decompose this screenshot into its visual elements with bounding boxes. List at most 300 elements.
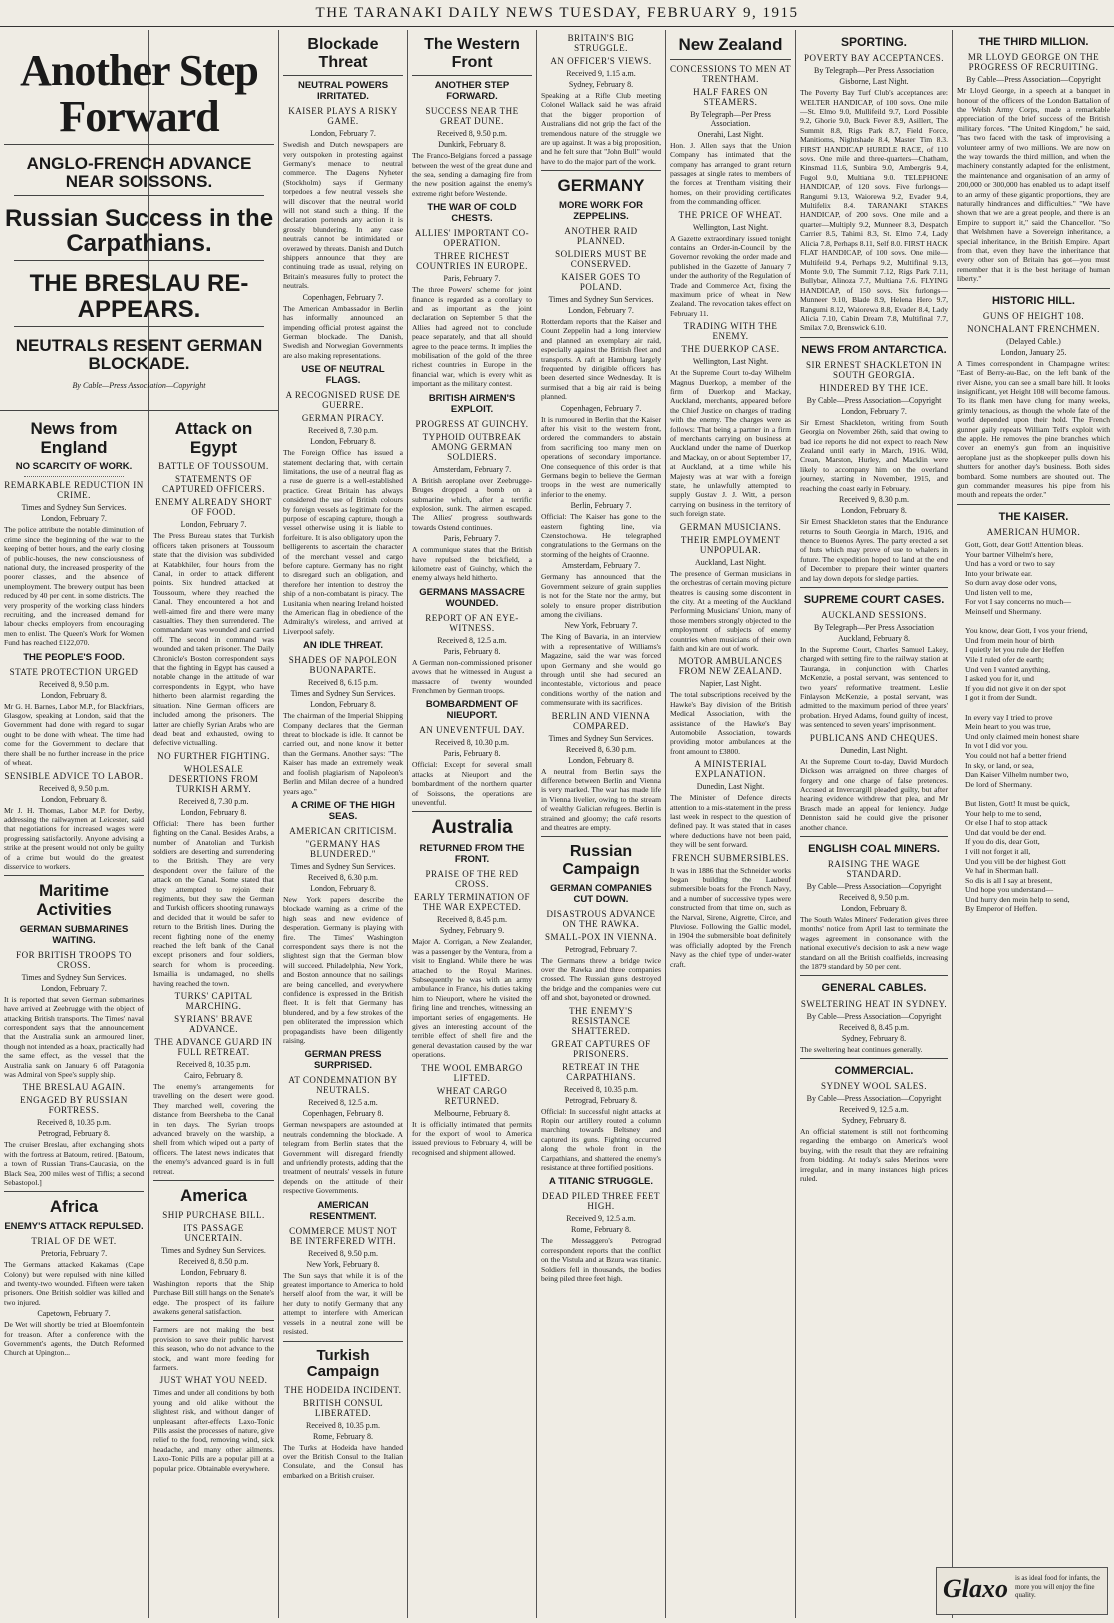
subhead: SIR ERNEST SHACKLETON IN SOUTH GEORGIA.	[806, 359, 942, 380]
poem-line: Und hurry den mein help to send,	[965, 894, 1070, 904]
article-text: A British aeroplane over Zeebrugge-Bruges dropped a bomb on a submarine which, after a terrific explosion, sunk. The airmen escaped. The Allies' progress southwards towards Ostend continues.	[412, 475, 532, 532]
dateline: Paris, February 7.	[443, 274, 501, 284]
section-title: Australia	[431, 817, 513, 839]
dateline: Received 8, 8.45 p.m.	[437, 915, 507, 925]
divider	[800, 836, 948, 837]
dateline: Received 8, 9.50 p.m.	[437, 129, 507, 139]
subhead: ANOTHER RAID PLANNED.	[564, 225, 638, 246]
dateline: Dunedin, Last Night.	[696, 782, 765, 792]
subhead: STATEMENTS OF CAPTURED OFFICERS.	[161, 474, 266, 495]
article-text: Official: The Kaiser has gone to the eastern fighting line, via Czenstochowa. He telegraphed congratulations to the Germans on the storming of the heights of Craonne.	[541, 512, 661, 559]
subhead: THE ADVANCE GUARD IN FULL RETREAT.	[154, 1037, 273, 1058]
dateline: Copenhagen, February 8.	[302, 1109, 384, 1119]
dateline: Received 8, 7.30 p.m.	[178, 796, 249, 806]
divider	[283, 1341, 403, 1342]
subhead: ENEMY ALREADY SHORT OF FOOD.	[155, 497, 272, 518]
article-text: It is rumoured in Berlin that the Kaiser after his visit to the western front, ordered the commanders to abstain from sacrificing too many men on operations of secondary importance. One consequence of this order is that Germans begin to believe the German troops in the west are numerically inferior to the enemy.	[541, 414, 661, 499]
dateline: Received 8, 10.35 p.m.	[306, 1420, 380, 1430]
dateline: Wellington, Last Night.	[692, 222, 769, 232]
article-text: The South Wales Miners' Federation gives three months' notice from April last to terminate the wages agreement in consonance with the national executive's decision to ask a new wage standard on all the British coalfields, increasing the 1879 standard by 50 per cent.	[800, 915, 948, 972]
poem-line: Und hope you understand—	[965, 885, 1054, 895]
subhead: "GERMANY HAS BLUNDERED."	[305, 838, 381, 859]
article-text: An official statement is still not forthcoming regarding the embargo on America's wool buying, with the result that they are refraining from bidding. At today's sales Merinos were irregular, and in many instances high prices ruled.	[800, 1127, 948, 1184]
dateline: Received 8, 9.50 p.m.	[39, 783, 109, 793]
article-text: The sweltering heat continues generally.	[800, 1044, 923, 1054]
dateline: Petrograd, February 8.	[565, 1095, 637, 1105]
dateline: Copenhagen, February 7.	[302, 292, 384, 302]
subhead: AMERICAN RESENTMENT.	[309, 1199, 377, 1222]
dateline: Times and Sydney Sun Services.	[290, 689, 396, 699]
dateline: Times and Sydney Sun Services.	[548, 733, 654, 743]
subhead: NONCHALANT FRENCHMEN.	[967, 323, 1100, 334]
dateline: Received 8, 6.30 p.m.	[566, 744, 636, 754]
article-text: The King of Bavaria, in an interview with a representative of Williams's Magazine, said the war was forced upon Germany and she would go through until she had secured an incontestable, victorious and peace conditions worthy of the nation and commensurate with its sacrifices.	[541, 632, 661, 708]
poem-line: Ve haf in Sherman hall.	[965, 866, 1039, 876]
subhead: USE OF NEUTRAL FLAGS.	[301, 364, 385, 387]
subhead: SUCCESS NEAR THE GREAT DUNE.	[425, 106, 519, 127]
poem-line: So dis is all I say at bresent,	[965, 875, 1053, 885]
lead-subhead: THE BRESLAU RE-APPEARS.	[29, 270, 249, 323]
subhead: A TITANIC STRUGGLE.	[549, 1176, 653, 1188]
article-text: The total subscriptions received by the Hawke's Bay division of the British Medical Association, with the assistance of the Hawke's Bay Automobile Association, towards providing motor ambulances at the front amount to £3800.	[670, 690, 791, 756]
dateline: Berlin, February 7.	[570, 501, 632, 511]
article-text: A German non-commissioned prisoner avows that he witnessed in August a massacre of twenty wounded Frenchmen by German troops.	[412, 657, 532, 695]
subhead: GERMAN MUSICIANS.	[679, 521, 782, 532]
poem-line: Gott, Gott, dear Gott! Attention bleas.	[965, 539, 1084, 549]
subhead: AT CONDEMNATION BY NEUTRALS.	[288, 1075, 398, 1096]
subhead: ANOTHER STEP FORWARD.	[434, 80, 510, 103]
dateline: London, February 8.	[41, 794, 107, 804]
article-text: A Times correspondent in Champagne writes: "East of Berry-au-Bac, on the left bank of the river Aisne, you can see a small bare hill. It looks insignificant, yet Height 108 will become famous. To its flank men have clung for many weeks, grimly tenacious, as though the whole fate of the world depended upon their hold. The French gunner gaily repeats William Tell's exploit with the apple. He removes the pine branches which cover an enemy's gun from an inquisitive aeroplane just as the shopkeeper pulls down his shutters for another day's business. Both sides bombard. Some numbers are shouted out. The gun commander measures his pipe from his mouth and repeats the order."	[957, 358, 1110, 500]
section-title: Africa	[49, 1197, 99, 1217]
article-text: Rotterdam reports that the Kaiser and Count Zeppelin had a long interview and planned an exemplary air raid, especially against the British fleet and transports. A raft at Hamburg largely frequented by dirigible officers has been deserted since Wednesday. It is surmised that a big air raid is being planned.	[541, 316, 661, 402]
article-text: The Germans threw a bridge twice over the Rawka and three companies crossed. The Russian guns destroyed the bridge and the companies were cut off and shot, bayoneted or drowned.	[541, 955, 661, 1003]
dateline: By Telegraph—Per Press Association	[814, 623, 934, 633]
subhead: THE HODEIDA INCIDENT.	[284, 1384, 402, 1395]
dateline: Rome, February 8.	[571, 1225, 631, 1235]
subhead: GERMAN PIRACY.	[301, 413, 385, 424]
article-text: The Franco-Belgians forced a passage between the west of the great dune and the sea, sending a damaging fire from the new position against the enemy's extreme right before Westende.	[412, 151, 532, 198]
poem-line: In vot I did vor you.	[965, 741, 1028, 751]
poem-line: Dan Kaiser Vilhelm number two,	[965, 770, 1069, 780]
poem-line: I asked you for it, und	[965, 674, 1034, 684]
divider	[283, 75, 403, 76]
subhead: NO FURTHER FIGHTING.	[157, 750, 270, 761]
subhead: AN UNEVENTFUL DAY.	[419, 725, 525, 736]
subhead: SOLDIERS MUST BE CONSERVED.	[555, 248, 647, 269]
dateline: Paris, February 8.	[443, 646, 501, 656]
subhead: ALLIES' IMPORTANT CO-OPERATION.	[414, 228, 530, 249]
dateline: Received 8, 8.50 p.m.	[178, 1256, 249, 1266]
dateline: Received 9, 12.5 a.m.	[839, 1105, 909, 1115]
subhead: FRENCH SUBMERSIBLES.	[671, 852, 790, 863]
subhead: TRADING WITH THE ENEMY.	[683, 321, 778, 342]
lead-subhead: Russian Success in the Carpathians.	[4, 205, 274, 258]
article-text: Mr Lloyd George, in a speech at a banquet in honour of the officers of the London Battalion of the Welsh Army Corps, made a remarkable appreciation of the brief success of the British military forces. "The United Kingdom," he said, "has two faced with the task of improvising a volunteer army of two millions. We are now on the way towards the third million, and when the machinery constantly adapted for the enlistment, the maintenance and organisation of an army of 200,000 or 300,000 has enabled us to adapt itself to an army of these gigantic proportions, they are naturally hindrances and difficulties." "We have shown that we are a great people, and there is an Empire to support it," said the Chancellor. "So that Welshmen have a Sovereign inheritance, a special inheritance, in the British Empire. Apart from that, even they have the inheritance that every other son of Britain has got—you must remember that it is the best heritage of human liberty."	[957, 86, 1110, 284]
subhead: SENSIBLE ADVICE TO LABOR.	[4, 770, 144, 781]
article-text: Times and under all conditions by both young and old alike without the slightest risk, and without danger of unpleasant after-effects Laxo-Tonic Pills assist the processes of nature, give relief to the food, removing wind, sick headache, and many other ailments. Laxo-Tonic Pills are a popular pill at a popular price. Obtainable everywhere.	[153, 1388, 274, 1473]
lead-headline: Another Step Forward	[20, 46, 258, 142]
article-text: Official: In successful night attacks at Ropin our artillery routed a column marching towards Beltsney and captured its guns. Fighting occurred along the whole front in the Carpathians, and shattered the enemy's resistance at three fortified positions.	[541, 1106, 661, 1173]
subhead: TURKS' CAPITAL MARCHING.	[174, 991, 253, 1012]
article-text: Swedish and Dutch newspapers are very outspoken in protesting against Germany's menace to neutral commerce. The Dagens Nyheter (Stockholm) says if Germany torpedoes a few neutral vessels she will discover that the neutral world will not stand such a thing. If the declaration portends any action it is grossly blundering. In any case neutrals cannot be intimidated or overawed by threats. Danish and Dutch shippers announce that they are continuing trade as usual, relying on Britain's measures fully to protect the neutrals.	[283, 140, 403, 291]
subhead: SYDNEY WOOL SALES.	[821, 1081, 927, 1092]
article-text: It is reported that seven German submarines have arrived at Zeebrugge with the object of attacking British transports. The Times' naval correspondent says that the announcement that the Australia sunk an armoured liner, though not intended as a hoax, practically had the same effect, as the vessel that the Australia sank on January 6 off Patagonia was Admiral von Spee's supply ship.	[4, 994, 144, 1079]
dateline: London, February 7.	[310, 129, 376, 139]
column-3	[279, 30, 407, 1618]
subhead: MR LLOYD GEORGE ON THE PROGRESS OF RECRUITING.	[967, 52, 1100, 73]
dateline: Amsterdam, February 7.	[561, 561, 641, 571]
subhead: TRIAL OF DE WET.	[31, 1236, 117, 1247]
subhead: POVERTY BAY ACCEPTANCES.	[803, 53, 944, 64]
divider	[153, 1180, 274, 1181]
poem-line: For vot I say concerns no much—	[965, 597, 1072, 607]
divider	[14, 260, 264, 261]
article-text: Major A. Corrigan, a New Zealander, was a passenger by the Ventura, from a visit to England. While there he was attached to the Royal Marines. Subsequently he was with an army ambulance in France, his duties taking him to Nieuport, where he visited the firing line and trenches, witnessing an important series of engagements. He gives an interesting account of the terrible effect of shell fire and the general devastation caused by the war operations.	[412, 937, 532, 1060]
poem-line: Your bartner Vilhelm's here,	[965, 549, 1053, 559]
section-title: Maritime Activities	[36, 881, 112, 920]
subhead: SHIP PURCHASE BILL.	[162, 1209, 265, 1220]
dateline: Gisborne, Last Night.	[839, 77, 909, 87]
subhead: HINDERED BY THE ICE.	[819, 382, 929, 393]
dateline: London, February 8.	[568, 755, 634, 765]
glaxo-logo: Glaxo	[943, 1574, 1008, 1603]
dateline: Received 8, 9.50 p.m.	[839, 893, 909, 903]
column-4	[408, 30, 536, 1618]
subhead: KAISER GOES TO POLAND.	[561, 271, 641, 292]
article-text: Sir Ernest Shackleton, writing from South Georgia on November 26th, said that owing to bad ice reports he did not expect to reach New Zealand until early in March, 1916. Wild, Crean, Marston, Hurley, and Macklin were likely to accompany him on the overland journey, starting in November, 1915, and reaching the coast early in February.	[800, 417, 948, 493]
article-text: The American Ambassador in Berlin has informally announced an impending official protest against the German blockade. The Danish, Swedish and Norwegian Governments are also making representations.	[283, 303, 403, 360]
divider	[957, 504, 1110, 505]
dateline: By Telegraph—Per Press Association	[814, 66, 934, 76]
subhead: SYRIANS' BRAVE ADVANCE.	[174, 1014, 253, 1035]
dateline: Sydney, February 8.	[568, 80, 634, 89]
poem-line: Meinself und Shermany.	[965, 607, 1042, 617]
poem-line: I vill not forget it all,	[965, 846, 1031, 856]
subhead: DEAD PILED THREE FEET HIGH.	[541, 1191, 661, 1212]
subhead: ENGAGED BY RUSSIAN FORTRESS.	[20, 1095, 128, 1116]
poem-line: Und from mein hour of birth	[965, 635, 1055, 645]
divider	[957, 288, 1110, 289]
poem-line: If you did not give it on der spot	[965, 683, 1066, 693]
dateline: New York, February 7.	[564, 621, 638, 631]
poem-line: In every vay I tried to prove	[965, 712, 1053, 722]
subhead: BERLIN AND VIENNA COMPARED.	[551, 710, 651, 731]
section-title: NEWS FROM ANTARCTICA.	[801, 343, 947, 356]
poem-line: I quietly let you rule der Heffen	[965, 645, 1065, 655]
column-2	[149, 414, 278, 1618]
subhead: SMALL-POX IN VIENNA.	[544, 931, 658, 942]
subhead: AMERICAN CRITICISM.	[289, 825, 397, 836]
lead-credit: By Cable—Press Association—Copyright	[72, 380, 206, 390]
subhead: MOTOR AMBULANCES FROM NEW ZEALAND.	[678, 656, 783, 677]
article-text: Hon. J. Allen says that the Union Company has intimated that the company has arranged to grant return passages at single rates to members of the forces at Trentham visiting their homes, on their providing certificates from the commanding officer.	[670, 140, 791, 207]
subhead: THE BRESLAU AGAIN.	[22, 1082, 126, 1093]
divider	[800, 337, 948, 338]
section-title: GENERAL CABLES.	[821, 982, 927, 995]
article-text: The chairman of the Imperial Shipping Company declares that the German threat to blockade is idle. It cannot be carried out, and none know it better than the Germans. Another says: "The Kaiser has made an extremely weak and foolish plagiarism of Napoleon's Berlin and Milan decree of a hundred years ago."	[283, 711, 403, 796]
dateline: Wellington, Last Night.	[692, 357, 769, 367]
poem-line: Und ven I vanted anything,	[965, 664, 1051, 674]
divider	[541, 836, 661, 837]
dateline: Received 8, 10.35 p.m.	[564, 1084, 638, 1094]
poem-line: But listen, Gott! It must be quick,	[965, 798, 1070, 808]
column-7	[796, 30, 952, 1618]
divider	[14, 326, 264, 327]
subhead: RETREAT IN THE CARPATHIANS.	[562, 1061, 640, 1082]
section-title: The Western Front	[424, 36, 520, 71]
section-title: America	[179, 1186, 248, 1206]
article-text: Official: There has been further fighting on the Canal. Besides Arabs, a number of Anatolian and Turkish soldiers are deserting and surrendering to the British. They are very despondent over the failure of the attack on the Canal. Some stated that they attempted to rejoin their regiments, but they saw the German and Turkish officers shooting runaways and decided that it would be safer to return to the British lines. During the recent fighting none of the enemy reached the left bank of the Canal except prisoners and four soldiers, search for whom is proceeding. Ismailia is undamaged, no shells having reached the town.	[153, 818, 274, 988]
poem-line: Und you vill be der highest Gott	[965, 856, 1066, 866]
dateline: Copenhagen, February 7.	[560, 403, 642, 413]
subhead: ITS PASSAGE UNCERTAIN.	[183, 1222, 244, 1243]
dateline: Times and Sydney Sun Services.	[290, 861, 396, 871]
glaxo-advertisement	[936, 1567, 1108, 1615]
poem-line: You know, dear Gott, I vos your friend,	[965, 626, 1088, 636]
dateline: Times and Sydney Sun Services.	[21, 972, 127, 982]
dateline: Times and Sydney Sun Services.	[548, 294, 654, 304]
article-text: The Messaggero's Petrograd correspondent reports that the conflict on the Vistula and at Bzura was titanic. Soldiers fell in thousands, the bodies being piled three feet high.	[541, 1236, 661, 1284]
article-text: In the Supreme Court, Charles Samuel Lakey, charged with setting fire to the railway station at Tauranga, in conjunction with Charles McKenzie, a postal servant, was sentenced to two years' reformative treatment. Leslie Finlayson McKenzie, a postal servant, was admitted to the maximum period of three years' probation. Hryed Adams, found guilty of incest, was sentenced to seven years' imprisonment.	[800, 645, 948, 730]
subhead: REMARKABLE REDUCTION IN CRIME.	[4, 480, 144, 501]
subhead: PUBLICANS AND CHEQUES.	[809, 732, 939, 743]
dateline: London, February 7.	[841, 406, 907, 416]
poem-line	[957, 789, 1110, 799]
divider	[670, 59, 791, 60]
divider	[0, 410, 278, 411]
column-6	[666, 30, 795, 1618]
subhead: NO SCARCITY OF WORK.	[15, 461, 133, 473]
dateline: London, February 8.	[41, 690, 107, 700]
article-text: The presence of German musicians in the orchestras of certain moving picture theatres is causing some discontent in the city. At a meeting of the Auckland Performing Musicians' Union, many of those members strongly objected to the employment of subjects of enemy countries when musicians of their own faith and kin are out of work.	[670, 568, 791, 653]
dateline: Cairo, February 8.	[184, 1071, 243, 1081]
dateline: Received 8, 9.50 p.m.	[308, 1248, 378, 1258]
dateline: Received 9, 1.15 a.m.	[566, 69, 636, 78]
dateline: Auckland, Last Night.	[694, 557, 767, 567]
subhead: COMMERCE MUST NOT BE INTERFERED WITH.	[289, 1225, 397, 1246]
dateline: London, February 7.	[568, 305, 634, 315]
subhead: A RECOGNISED RUSE DE GUERRE.	[285, 390, 401, 411]
poem-line: Und has a vord or two to say	[965, 559, 1055, 569]
subhead: THREE RICHEST COUNTRIES IN EUROPE.	[416, 251, 528, 272]
divider	[800, 1058, 948, 1059]
subhead: HALF FARES ON STEAMERS.	[693, 86, 768, 107]
dateline: London, February 7.	[41, 514, 107, 524]
divider	[24, 476, 124, 477]
subhead: A MINISTERIAL EXPLANATION.	[694, 759, 767, 780]
dateline: Received 8, 10.35 p.m.	[37, 1118, 111, 1128]
subhead: GERMAN PRESS SURPRISED.	[304, 1049, 382, 1072]
poem-line: You could not haf a better friend	[965, 750, 1067, 760]
dateline: Onerahi, Last Night.	[697, 129, 764, 139]
article-text: The Turks at Hodeida have handed over the British Consul to the Italian Consulate, and the Consul has embarked on a British cruiser.	[283, 1442, 403, 1480]
divider	[4, 875, 144, 876]
dateline: Auckland, February 8.	[838, 634, 910, 644]
subhead: AN OFFICER'S VIEWS.	[550, 56, 652, 66]
section-title: GERMANY	[557, 176, 645, 196]
dateline: Received 8, 10.30 p.m.	[435, 738, 509, 748]
dateline: Received 8, 6.15 p.m.	[308, 678, 378, 688]
article-text: The enemy's arrangements for travelling on the desert were good. They marched well, covering the distance from Beersheba to the Canal in ten days. The Syrian troops advanced bravely on the warship, a shell from which wiped out a party of officers. The latest news indicates that the enemy's advanced guard is in full retreat.	[153, 1082, 274, 1176]
column-8	[953, 30, 1114, 1560]
subhead: RAISING THE WAGE STANDARD.	[827, 859, 921, 880]
subhead: GUNS OF HEIGHT 108.	[982, 310, 1085, 321]
section-title: SPORTING.	[840, 35, 907, 49]
divider	[412, 75, 532, 76]
dateline: By Cable—Press Association—Copyright	[806, 395, 942, 405]
subhead: AN IDLE THREAT.	[302, 640, 384, 652]
dateline: By Cable—Press Association—Copyright	[806, 882, 942, 892]
dateline: By Cable—Press Association—Copyright	[806, 1094, 942, 1104]
article-text: The Foreign Office has issued a statement declaring that, with certain limitations, the use of a neutral flag as a ruse de guerre is a well-established practice. Great Britain has always considered the use of British colours by foreign vessels as legitimate for the purpose of escaping capture, though a vessel otherwise using it is liable to forfeiture. It is also obligatory upon the belligerents to ascertain the character of the merchant vessel and cargo before capture. Germany has no right to disregard such an obligation, and therefore her intention to destroy the ship of a non-combatant is piracy. The Lusitania when nearing Ireland hoisted the American flag in obedience of the Admiralty's wireless, and arrived at Liverpool safely.	[283, 448, 403, 636]
article-text: A Gazette extraordinary issued tonight contains an Order-in-Council by the Governor revoking the order made and published in the Gazette of January 7 under the authority of the Regulation of Trade and Commerce Act, fixing the maximum price of wheat in New Zealand. The revocation takes effect on February 11.	[670, 233, 791, 318]
article-text: Sir Ernest Shackleton states that the Endurance returns to South Georgia in March, 1916, and thence to Buenos Ayres. The party erected a set of huts which may prove of use to whalers in future. The expedition hoped to land at the end of December to prepare their winter quarters and lay down depots for sledge parties.	[800, 517, 948, 583]
dateline: Received 8, 6.30 p.m.	[308, 872, 378, 882]
subhead: THE PRICE OF WHEAT.	[678, 209, 783, 220]
divider	[800, 975, 948, 976]
dateline: Melbourne, February 8.	[434, 1108, 510, 1118]
subhead: SHADES OF NAPOLEON BUONAPARTE.	[288, 655, 398, 676]
dateline: By Telegraph—Per Press Association.	[690, 109, 771, 128]
article-text: German newspapers are astounded at neutrals condemning the blockade. A telegram from Berlin states that the Government will disregard friendly and unfriendly protests, adding that the treatment of neutrals' vessels in future depends on the attitude of their respective Governments.	[283, 1120, 403, 1196]
section-title: News from England	[30, 419, 118, 457]
subhead: PRAISE OF THE RED CROSS.	[425, 869, 519, 890]
subhead: THE ENEMY'S RESISTANCE SHATTERED.	[569, 1005, 633, 1036]
article-text: The Press Bureau states that Turkish officers taken prisoners at Toussoum state that the division was subdivided at Katabkhiler, four hours from the Canal, in order to attack different points. Six hundred attacked at Toussoum, where they reached the Canal. They encountered a hot and well-aimed fire and there were many casualties. They then surrendered. The commandant was wounded and carried off. The second in command was wounded and taken prisoner. The Daily Chronicle's Boston correspondent says that the fighting in Egypt has caused a notable change in the attitude of war correspondents in Egypt, who have hitherto been alarmist regarding the situation. Nine German officers are included among the prisoners. The latter are chiefly Syrian Arabs who are dead beat and exhausted, owing to defective victualling.	[153, 531, 274, 748]
poem-line: By Emperor of Heffen.	[965, 904, 1038, 914]
subhead: NEUTRAL POWERS IRRITATED.	[297, 80, 389, 103]
poem-line: Into your briwate ear.	[965, 568, 1033, 578]
dateline: Received 8, 8.45 p.m.	[839, 1022, 909, 1032]
masthead: THE TARANAKI DAILY NEWS TUESDAY, FEBRUARY 9, 1915	[0, 0, 1114, 27]
dateline: London, February 8.	[841, 904, 907, 914]
dateline: Received 9, 8.30 p.m.	[839, 495, 909, 505]
subhead: EARLY TERMINATION OF THE WAR EXPECTED.	[413, 892, 531, 913]
lead-subhead: ANGLO-FRENCH ADVANCE NEAR SOISSONS.	[26, 154, 252, 192]
dateline: London, February 8.	[310, 700, 376, 710]
article-text: The Germans attacked Kakamas (Cape Colony) but were repulsed with nine killed and twenty-two wounded. Fifteen were taken prisoners. One British soldier was killed and two injured.	[4, 1260, 144, 1307]
subhead: THE DUERKOP CASE.	[681, 344, 780, 355]
dateline: London, February 8.	[180, 807, 247, 817]
subhead: BOMBARDMENT OF NIEUPORT.	[425, 699, 519, 722]
subhead: BRITAIN'S BIG STRUGGLE.	[567, 33, 635, 53]
subhead: CONCESSIONS TO MEN AT TRENTHAM.	[670, 63, 791, 84]
article-text: A communique states that the British have repulsed the brickfield, a kilometre east of Guinchy, which the enemy always held hitherto.	[412, 545, 532, 583]
dateline: London, February 8.	[841, 506, 907, 516]
article-text: Germany has announced that the Government seizure of grain supplies is not for the State nor the army, but solely to ensure proper distribution among the civilians.	[541, 572, 661, 619]
subhead: PROGRESS AT GUINCHY.	[415, 418, 529, 429]
subhead: ENEMY'S ATTACK REPULSED.	[4, 1221, 144, 1233]
subhead: GERMAN COMPANIES CUT DOWN.	[550, 882, 652, 905]
dateline: Sydney, February 8.	[841, 1116, 907, 1126]
divider	[541, 170, 661, 171]
dateline: Received 8, 12.5 a.m.	[437, 635, 507, 645]
article-text: Washington reports that the Ship Purchase Bill still hangs on the Senate's edge. The prospect of its failure awakens general satisfaction.	[153, 1278, 274, 1316]
subhead: TYPHOID OUTBREAK AMONG GERMAN SOLDIERS.	[422, 431, 522, 462]
section-title: THE KAISER.	[998, 510, 1069, 523]
subhead: GREAT CAPTURES OF PRISONERS.	[551, 1038, 651, 1059]
dateline: London, February 8.	[310, 437, 376, 447]
section-title: SUPREME COURT CASES.	[803, 593, 945, 606]
subhead: DISASTROUS ADVANCE ON THE RAWKA.	[546, 908, 656, 929]
section-title: Attack on Egypt	[174, 419, 253, 457]
poem-line: Or else I haf to stop attack	[965, 818, 1048, 828]
dateline: Times and Sydney Sun Services.	[161, 1245, 266, 1255]
subhead: JUST WHAT YOU NEED.	[159, 1375, 268, 1386]
article-text: Mr J. H. Thomas, Labor M.P. for Derby, addressing the railwaymen at Leicester, said that negotiations for increased wages were progressing satisfactorily. Anyone advising a strike at the present would not only be guilty of a crime but would do the greatest disservice to workers.	[4, 805, 144, 871]
article-text: It is officially intimated that permits for the export of wool to America issued previous to February 4, will be recognised and shipment allowed.	[412, 1119, 532, 1157]
divider	[14, 195, 264, 196]
poem-line: I got it from der Sundt.	[965, 693, 1037, 703]
subhead: GERMANS MASSACRE WOUNDED.	[419, 586, 525, 609]
article-text: At the Supreme Court to-day Wilhelm Magnus Duerkop, a member of the firm of Duerkop and Mackay, Auckland, merchants, appeared before the Chief Justice on charges of trading with the enemy. The charges were as follows: That being a partner in a firm of merchants carrying on business at Auckland under the name of Duerkop and Mackay, on or about September 17, at Auckland, at a time while his Majesty was at war with a foreign state, he unlawfully attempted to supply Gustav J. J. Witt, a person carrying on business in the territory of such foreign state.	[670, 368, 791, 519]
poem	[957, 540, 1110, 914]
subhead: THEIR EMPLOYMENT UNPOPULAR.	[680, 534, 781, 555]
subhead: THE PEOPLE'S FOOD.	[23, 651, 125, 663]
dateline: London, February 7.	[41, 983, 107, 993]
subhead: KAISER PLAYS A RISKY GAME.	[288, 106, 398, 127]
subhead: BRITISH CONSUL LIBERATED.	[302, 1397, 384, 1418]
dateline: Sydney, February 8.	[841, 1033, 907, 1043]
dateline: Petrograd, February 7.	[565, 944, 637, 954]
article-text: At the Supreme Court to-day, David Murdoch Dickson was arraigned on three charges of forgery and one charge of false pretences. Accused at Invercargill pleaded guilty, but after hearing evidence withdrew that plea, and Mr Brasch made an appeal for leniency. Judge Denniston said he could give the prisoner another chance.	[800, 756, 948, 832]
lead-subhead: NEUTRALS RESENT GERMAN BLOCKADE.	[15, 335, 263, 373]
poem-line	[957, 617, 1110, 627]
article-text: A neutral from Berlin says the difference between Berlin and Vienna is very marked. The war has made life in Vienna livelier, owing to the stream of wealthy Galician refugees. Berlin is strained and gloomy; the café resorts and theatres are empty.	[541, 766, 661, 832]
subhead: THE WOOL EMBARGO LIFTED.	[421, 1062, 523, 1083]
dateline: Times and Sydney Sun Services.	[21, 503, 127, 513]
dateline: Received 8, 10.35 p.m.	[176, 1060, 251, 1070]
article-text: The Poverty Bay Turf Club's acceptances are: WELTER HANDICAP, of 100 sovs. One mile—St. Elmo 9.0, Mullifeild 9.7, Lord Possible 9.2, Ghorie 9.0, Buck Fever 8.9, Asillert, The Summit 8.8, Rigs Park 8.7, Field Force, Manitioms, Nightshade 8.4, Master Tim 8.3. FIRST HANDICAP HURDLE RACE, of 110 sovs. One mile and three-quarters—Chatham, Kinsmad 11.6, Sunbira 9.0, Ambergris 9.4, Fugol 9.0, Multiana 9.0. TELEPHONE HANDICAP, of 120 sovs. Five furlongs—Rangumi 9.13, Waiorewa 9.2, Evader 9.4, Multifelix 8.4. TARANAKI STAKES HANDICAP, of 200 sovs. One mile and a quarter—Multiply 9.2, Munneer 8.3, Despatch Carrier 8.5, Tahimi 8.3, St. Elmo 7.4, Lady Alicia 7.8, Perhaps 8.11, Self 8.0. FIRST HACK FLAT HANDICAP, of 100 sovs. One mile—Multifeild 9.4, Perhaps 9.2, Multifinal 9.13, Monte 9.0, The Summit 7.12, Rigs Park 7.11, Bullybar, Alinoza 7.7, Multiana 7.6. FLYING HANDICAP, of 150 sovs. Six furlongs—Munneer 9.10, Blade 8.9, Helena Hero 9.7, Rangumi 8.12, Waiorewa 8.8, Evader 8.4, Lady Alicia 7.10, Cabin Dream 7.8, Multifinal 7.7, Smilax 7.0, Brenswick 6.10.	[800, 88, 948, 333]
dateline: London, February 8.	[180, 1267, 247, 1277]
column-5	[537, 30, 665, 1618]
dateline: Pretoria, February 7.	[40, 1249, 108, 1259]
subhead: SWELTERING HEAT IN SYDNEY.	[800, 998, 948, 1009]
section-title: HISTORIC HILL.	[992, 294, 1075, 307]
article-text: The Sun says that while it is of the greatest importance to America to hold herself aloof from the war, it will be her duty to notify Germany that any attempt to interfere with American vessels in a neutral zone will be resisted.	[283, 1270, 403, 1337]
article-text: De Wet will shortly be tried at Bloemfontein for treason. After a conference with the Government's agents, the Dutch Reformed Church at Upington...	[4, 1320, 144, 1358]
dateline: Dunkirk, February 8.	[438, 140, 506, 150]
dateline: Amsterdam, February 7.	[432, 464, 512, 474]
subhead: BRITISH AIRMEN'S EXPLOIT.	[428, 392, 516, 415]
article-text: It was in 1886 that the Schneider works began building the Laubeuf submersible boats for the French Navy, and a number of successive types were constructed from that time on, such as the Narval, Sirene, Aigrette, Circe, and Pluviose. Following the Gallic model, in 1904 the submersible boat definitely was officially adopted by the French Navy as the chief type of under-water craft.	[670, 865, 791, 969]
article-text: The three Powers' scheme for joint finance is regarded as a corollary to and as important as the joint declaration on September 5 that the Allies had agreed not to conclude peace separately, and that all should agree to the peace terms. It implies the mobilisation of the gold of the three richest countries in Europe in the financial war, which is every whit as important as the military contest.	[412, 285, 532, 389]
article-text: Official: Except for several small attacks at Nieuport and the bombardment of the northern quarter of Soissons, the operations are uneventful.	[412, 760, 532, 807]
dateline: Received 8, 12.5 a.m.	[308, 1098, 378, 1108]
article-text: New York papers describe the blockade warning as a crime of the high seas and new evidence of desperation. Germany is playing with fire. The Times' Washington correspondent says there is not the slightest sign that the German blow will succeed. Philadelphia, New York, and Boston announce that no sailings are being cancelled, and everywhere confidence is expressed in the British fleet. It is felt that Germany has blundered, and by a few strokes of the pen obliterated the impression which propagandists have been diligently raising.	[283, 894, 403, 1045]
poem-line: Your help to me to send,	[965, 808, 1042, 818]
section-title: ENGLISH COAL MINERS.	[808, 842, 940, 855]
divider	[412, 811, 532, 812]
divider	[153, 1320, 274, 1321]
dateline: Received 8, 9.50 p.m.	[39, 679, 109, 689]
article-text: The cruiser Breslau, after exchanging shots with the fortress at Batoum, retired. [Batoum, a town of Russian Trans-Caucasia, on the Black Sea, 200 miles west of Tiflis; a second Sebastopol.]	[4, 1140, 144, 1187]
poem-line: So durn avay dose oder vons,	[965, 578, 1057, 588]
dateline: London, January 25.	[1000, 347, 1067, 357]
poem-line: In sky, or land, or sea,	[965, 760, 1034, 770]
dateline: Petrograd, February 8.	[38, 1129, 110, 1139]
divider	[4, 1191, 144, 1192]
subhead: REPORT OF AN EYE-WITNESS.	[425, 612, 519, 633]
section-title: New Zealand	[678, 35, 783, 54]
article-text: The police attribute the notable diminution of crime since the beginning of the war to the keeping of better hours, and the early closing of public-houses, the new consciousness of national duty, the increased prosperity of the poorer classes, and the absence of unemployment. The brewery output has been reduced by 40 per cent. in some districts. The very prosperity of the working class hinders recruiting, and the increased demand for labour checks employers from encouraging men to enlist. The Queen's Work for Women Fund has reached £122,070.	[4, 525, 144, 648]
subhead: STATE PROTECTION URGED	[9, 666, 139, 677]
dateline: London, February 8.	[310, 883, 376, 893]
poem-line: Vile I ruled ofer de earth;	[965, 655, 1044, 665]
article-text: Speaking at a Rifle Club meeting Colonel Wallack said he was afraid that the bigger proportion of Australians did not grip the fact of the tremendous nature of the struggle we are up against. It was a big proposition, and he felt sure that "John Bull" would have to do the major part of the work.	[541, 91, 661, 166]
poem-line: If you do dis, dear Gott,	[965, 837, 1040, 847]
